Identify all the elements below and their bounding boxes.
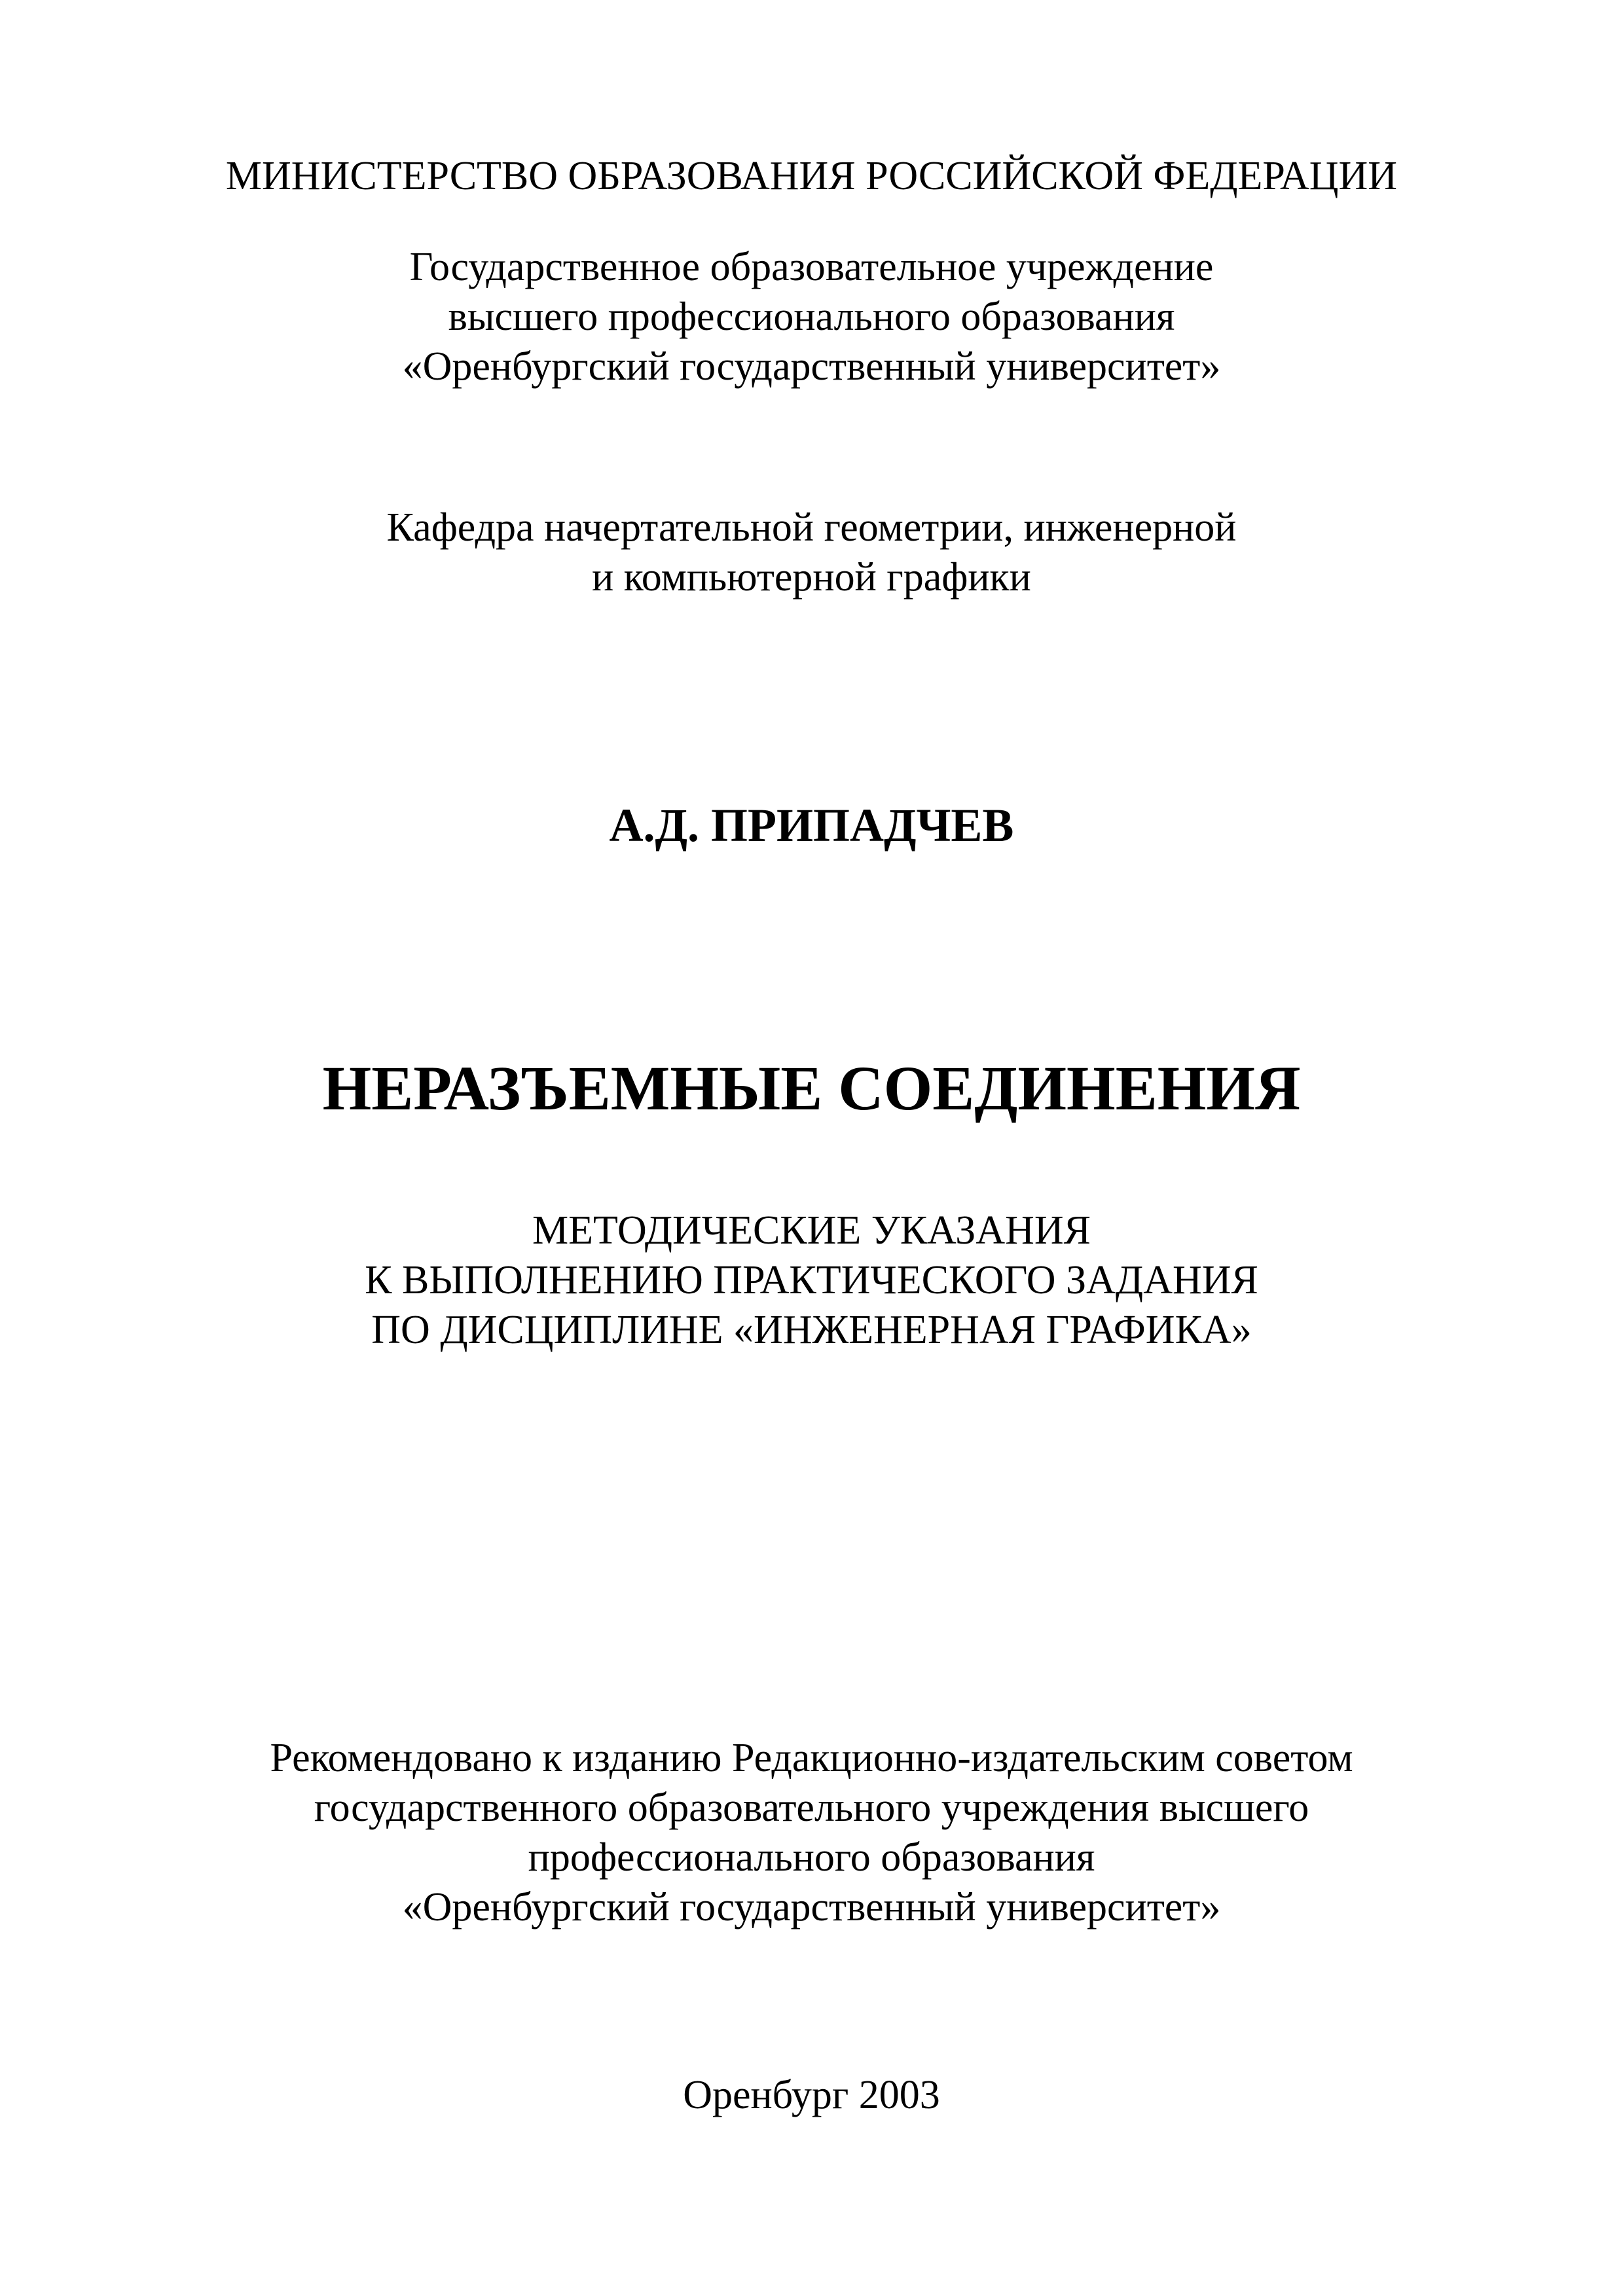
institution-line: высшего профессионального образования [448, 295, 1175, 339]
department-line: и компьютерной графики [592, 555, 1031, 600]
ministry-heading [0, 151, 1623, 201]
institution-line: «Оренбургский государственный университет» [402, 344, 1221, 389]
recommendation-block [0, 1733, 1623, 1932]
subtitle-line: К ВЫПОЛНЕНИЮ ПРАКТИЧЕСКОГО ЗАДАНИЯ [365, 1258, 1258, 1302]
city-year-text: Оренбург 2003 [683, 2073, 940, 2117]
institution-block [0, 242, 1623, 391]
ministry-text: МИНИСТЕРСТВО ОБРАЗОВАНИЯ РОССИЙСКОЙ ФЕДЕРАЦИИ [225, 154, 1398, 198]
title-text: НЕРАЗЪЕМНЫЕ СОЕДИНЕНИЯ [322, 1053, 1301, 1123]
recommendation-line: Рекомендовано к изданию Редакционно-издательским советом [270, 1736, 1353, 1780]
department-block [0, 503, 1623, 602]
recommendation-line: «Оренбургский государственный университет» [402, 1885, 1221, 1929]
institution-line: Государственное образовательное учреждение [409, 245, 1214, 289]
publication-place-year [0, 2070, 1623, 2120]
subtitle-line: МЕТОДИЧЕСКИЕ УКАЗАНИЯ [532, 1208, 1091, 1253]
recommendation-line: государственного образовательного учреждения высшего [314, 1785, 1309, 1830]
recommendation-line: профессионального образования [528, 1835, 1095, 1880]
subtitle-block [0, 1206, 1623, 1355]
subtitle-line: ПО ДИСЦИПЛИНЕ «ИНЖЕНЕРНАЯ ГРАФИКА» [371, 1308, 1252, 1352]
author-name [0, 796, 1623, 855]
department-line: Кафедра начертательной геометрии, инженерной [386, 505, 1237, 550]
document-title [0, 1049, 1623, 1128]
author-text: А.Д. ПРИПАДЧЕВ [609, 799, 1014, 852]
